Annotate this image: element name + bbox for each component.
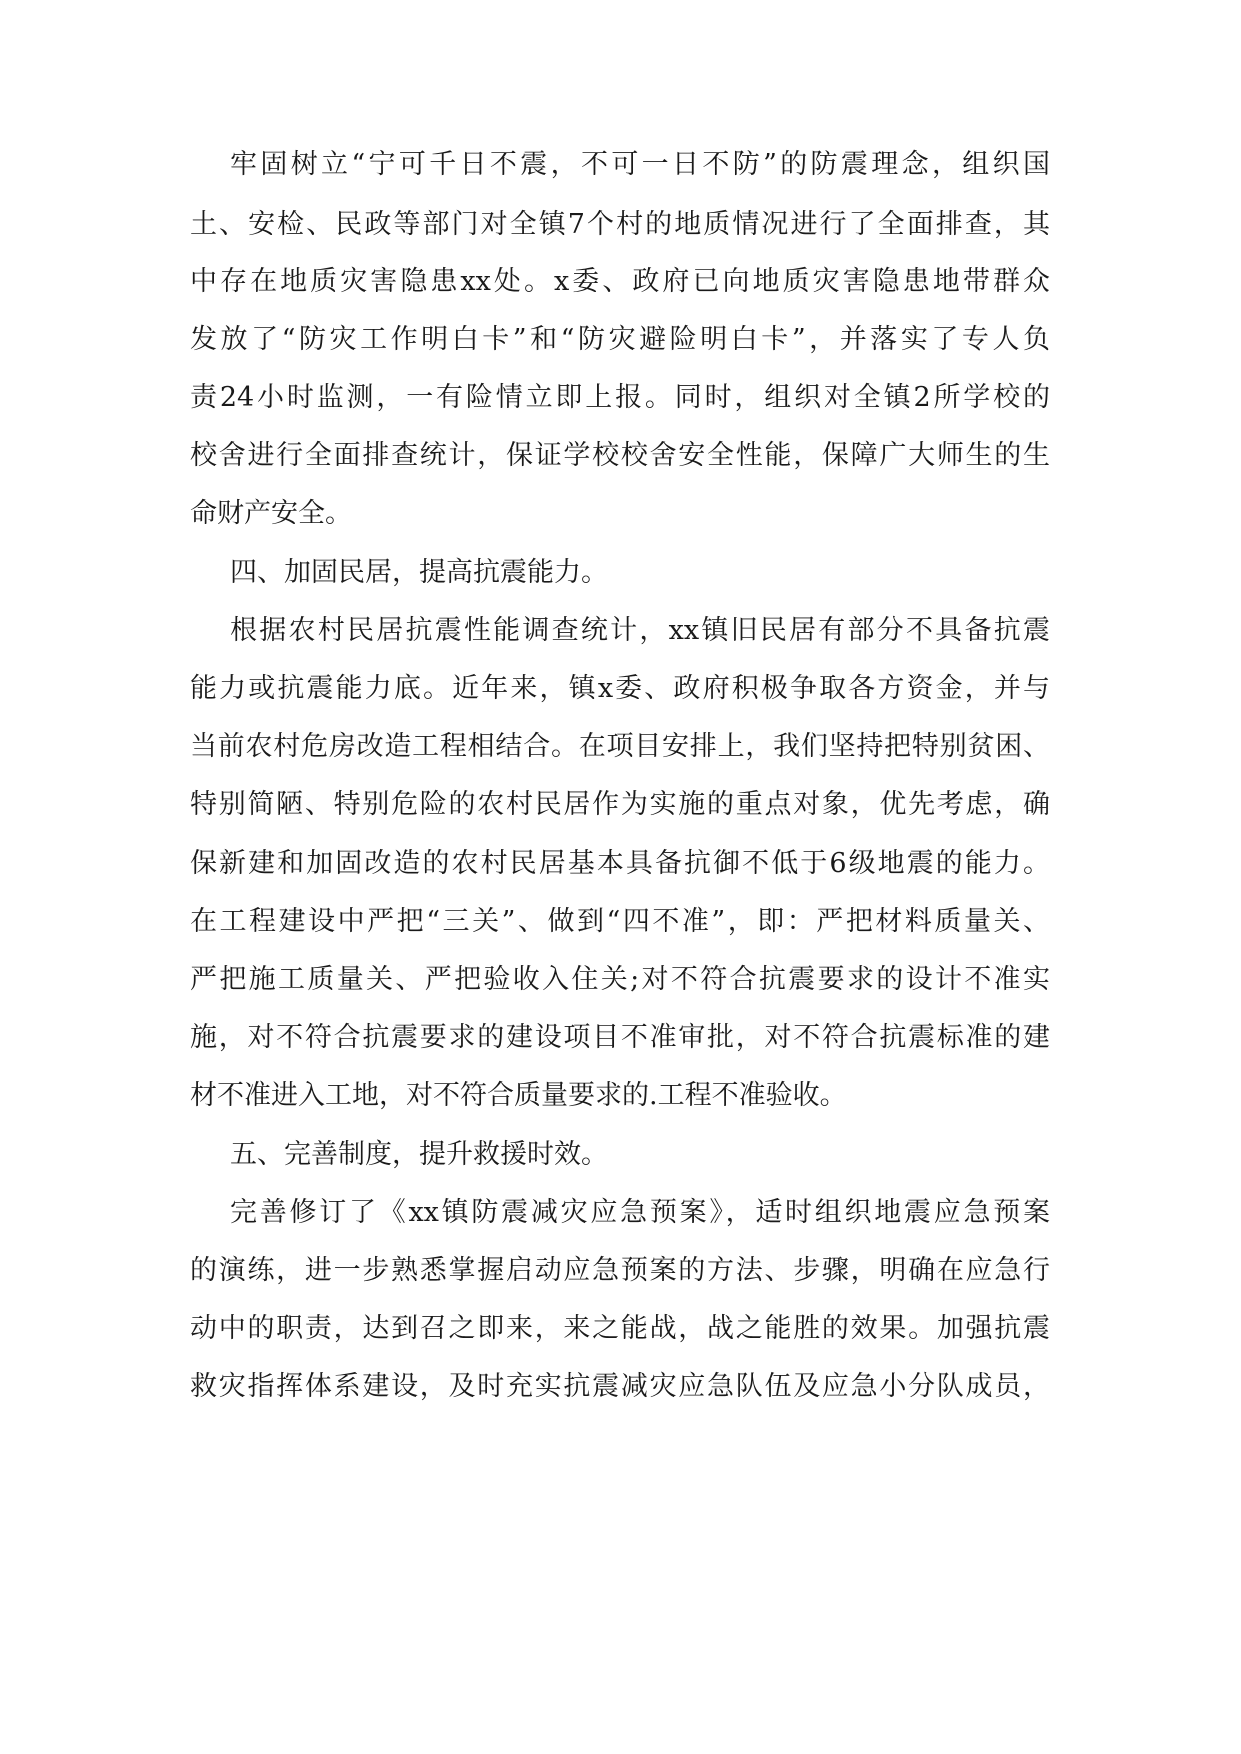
paragraph-2-line-7: 严把施工质量关、严把验收入住关;对不符合抗震要求的设计不准实 — [190, 964, 1050, 995]
paragraph-2-line-3: 当前农村危房改造工程相结合。在项目安排上，我们坚持把特别贫困、 — [190, 731, 1050, 762]
paragraph-2-line-5: 保新建和加固改造的农村民居基本具备抗御不低于6级地震的能力。 — [190, 848, 1050, 879]
paragraph-1-line-5: 责24小时监测，一有险情立即上报。同时，组织对全镇2所学校的 — [190, 382, 1050, 413]
paragraph-1-line-2: 土、安检、民政等部门对全镇7个村的地质情况进行了全面排查，其 — [190, 209, 1050, 240]
paragraph-1-line-7: 命财产安全。 — [190, 498, 352, 529]
paragraph-2-line-6: 在工程建设中严把“三关”、做到“四不准”，即：严把材料质量关、 — [190, 906, 1050, 937]
section-heading-4: 四、加固民居，提高抗震能力。 — [230, 557, 608, 588]
paragraph-2-line-2: 能力或抗震能力底。近年来，镇x委、政府积极争取各方资金，并与 — [190, 673, 1050, 704]
paragraph-1-line-1: 牢固树立“宁可千日不震，不可一日不防”的防震理念，组织国 — [230, 149, 1050, 180]
section-heading-5: 五、完善制度，提升救援时效。 — [230, 1139, 608, 1170]
paragraph-1-line-6: 校舍进行全面排查统计，保证学校校舍安全性能，保障广大师生的生 — [190, 440, 1050, 471]
paragraph-3-line-3: 动中的职责，达到召之即来，来之能战，战之能胜的效果。加强抗震 — [190, 1313, 1050, 1344]
paragraph-1-line-4: 发放了“防灾工作明白卡”和“防灾避险明白卡”，并落实了专人负 — [190, 324, 1050, 355]
paragraph-2-line-4: 特别简陋、特别危险的农村民居作为实施的重点对象，优先考虑，确 — [190, 789, 1050, 820]
paragraph-2-line-9: 材不准进入工地，对不符合质量要求的.工程不准验收。 — [190, 1080, 847, 1111]
paragraph-3-line-2: 的演练，进一步熟悉掌握启动应急预案的方法、步骤，明确在应急行 — [190, 1255, 1050, 1286]
paragraph-2-line-1: 根据农村民居抗震性能调查统计，xx镇旧民居有部分不具备抗震 — [230, 615, 1050, 646]
paragraph-3-line-4: 救灾指挥体系建设，及时充实抗震减灾应急队伍及应急小分队成员， — [190, 1371, 1050, 1402]
paragraph-1-line-3: 中存在地质灾害隐患xx处。x委、政府已向地质灾害隐患地带群众 — [190, 266, 1050, 297]
paragraph-3-line-1: 完善修订了《xx镇防震减灾应急预案》，适时组织地震应急预案 — [230, 1197, 1050, 1228]
paragraph-2-line-8: 施，对不符合抗震要求的建设项目不准审批，对不符合抗震标准的建 — [190, 1022, 1050, 1053]
